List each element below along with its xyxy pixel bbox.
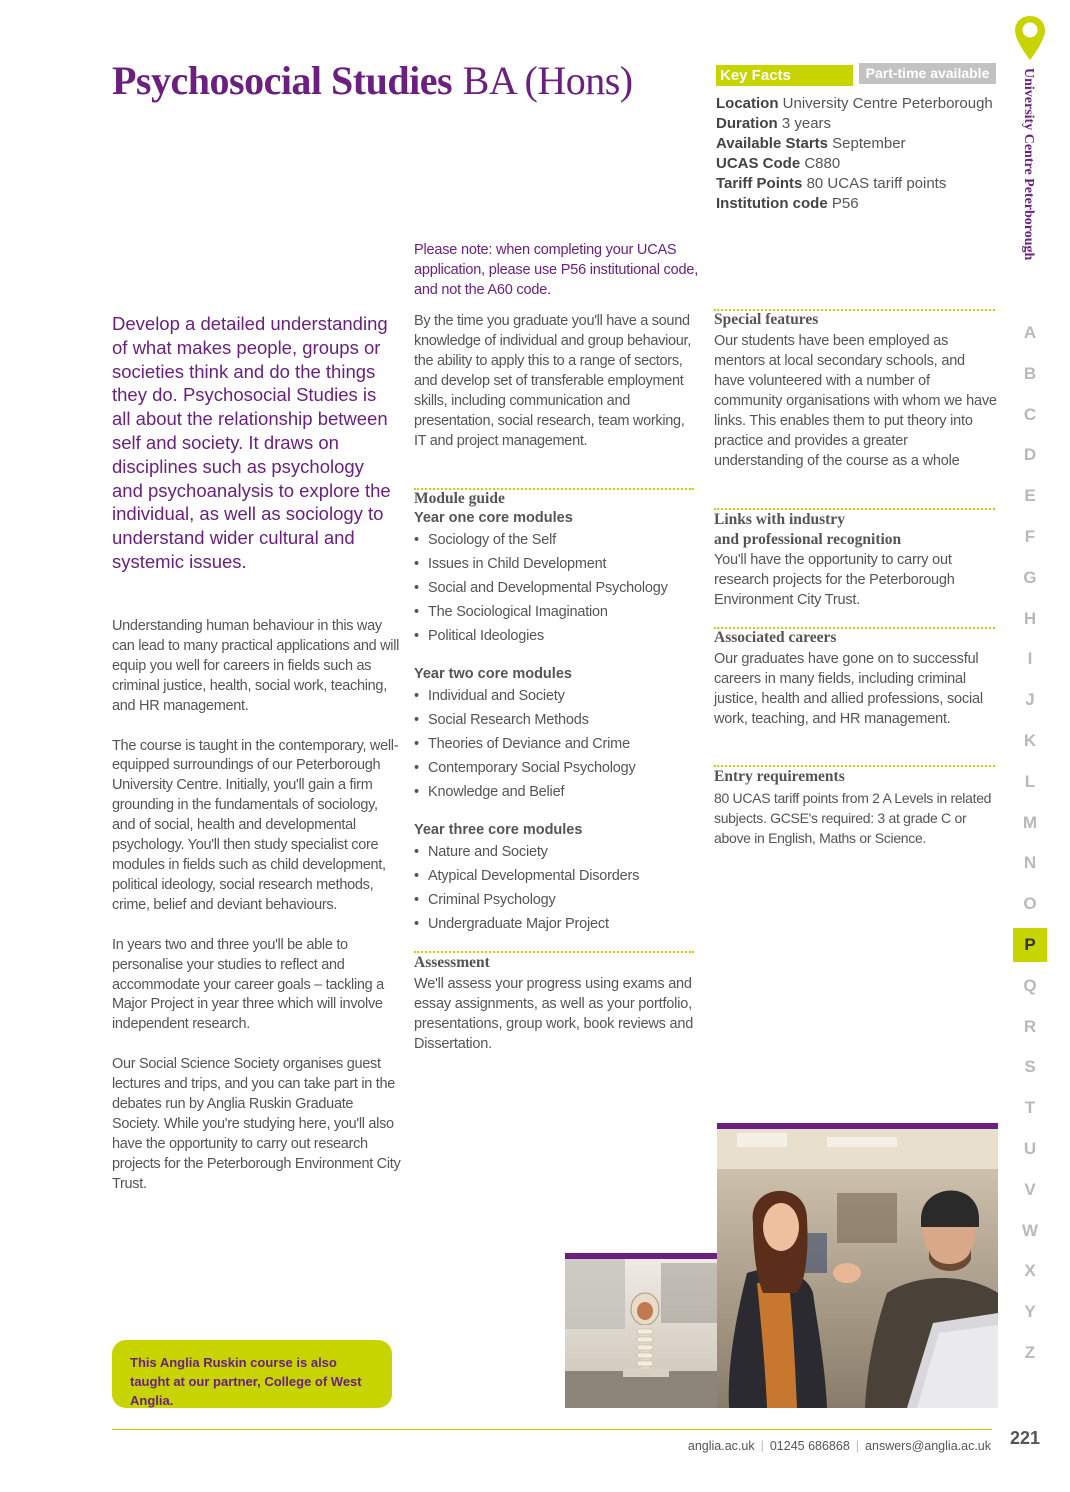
body-paragraph: Our Social Science Society organises guest lectures and trips, and you can take part in the debates run by Anglia Ruskin Graduate Society. While you're studying here, you'll also have the opportunity to carry out research projects for the Peterborough Environment City Trust. xyxy=(112,1056,401,1192)
course-qualifier: BA (Hons) xyxy=(462,58,633,103)
graduate-text: By the time you graduate you'll have a sound knowledge of individual and group behaviour, the ability to apply this to a range of sectors, and develop set of transferable employment skills, including communication and presentation, social research, team working, IT and project management. xyxy=(414,313,692,449)
divider xyxy=(714,765,995,767)
partner-callout: This Anglia Ruskin course is also taught at our partner, College of West Anglia. xyxy=(112,1340,392,1408)
key-fact-starts: Available Starts September xyxy=(716,135,906,152)
key-facts-label: Key Facts xyxy=(716,65,853,86)
alphabet-letter[interactable]: I xyxy=(1027,649,1033,669)
alphabet-letter[interactable]: F xyxy=(1024,526,1036,546)
phone-number: 01245 686868 xyxy=(769,1439,850,1453)
year-two-modules xyxy=(414,684,699,804)
alphabet-letter[interactable]: W xyxy=(1021,1220,1039,1240)
module-item: • Sociology of the Self xyxy=(414,528,699,552)
module-item: • Undergraduate Major Project xyxy=(414,912,699,936)
careers-text: Our graduates have gone on to successful careers in many fields, including criminal justice, health and allied professions, social work, teaching, and HR management. xyxy=(714,651,983,727)
year-one-heading: Year one core modules xyxy=(414,510,573,526)
key-fact-tariff: Tariff Points 80 UCAS tariff points xyxy=(716,175,947,192)
module-item: • Issues in Child Development xyxy=(414,552,699,576)
links-industry-text: You'll have the opportunity to carry out research projects for the Peterborough Environment City Trust. xyxy=(714,552,955,608)
footer-contact xyxy=(560,1439,991,1453)
ucas-note: Please note: when completing your UCAS application, please use P56 institutional code, and not the A60 code. xyxy=(414,242,699,298)
location-pin-icon xyxy=(1013,14,1047,62)
special-features-heading: Special features xyxy=(714,311,819,328)
campus-side-label: University Centre Peterborough xyxy=(1021,68,1036,261)
alphabet-letter[interactable]: D xyxy=(1023,445,1037,465)
module-guide-heading: Module guide xyxy=(414,490,505,507)
key-fact-duration: Duration 3 years xyxy=(716,115,832,132)
divider xyxy=(414,951,694,953)
part-time-badge: Part-time available xyxy=(859,63,996,84)
entry-heading: Entry requirements xyxy=(714,768,845,785)
alphabet-letter[interactable]: P xyxy=(1013,928,1047,962)
page-number: 221 xyxy=(1010,1428,1041,1448)
alphabet-letter[interactable]: N xyxy=(1023,853,1037,873)
module-item: • Social and Developmental Psychology xyxy=(414,576,699,600)
module-item: • Individual and Society xyxy=(414,684,699,708)
module-item: • Social Research Methods xyxy=(414,708,699,732)
module-item: • Knowledge and Belief xyxy=(414,780,699,804)
alphabet-letter[interactable]: J xyxy=(1025,690,1035,710)
alphabet-letter[interactable]: C xyxy=(1023,404,1037,424)
email-link[interactable]: answers@anglia.ac.uk xyxy=(865,1439,991,1453)
separator: | xyxy=(760,1439,764,1453)
body-column xyxy=(112,617,402,1215)
key-fact-institution: Institution code P56 xyxy=(716,195,859,212)
intro-text: Develop a detailed understanding of what makes people, groups or societies think and do the things they do. Psychosocial Studies is all about the relationship between self and society. It draws on disciplines such as psychology and psychoanalysis to explore the individual, as well as sociology to understand wider cultural and systemic issues. xyxy=(112,313,391,572)
alphabet-letter[interactable]: Q xyxy=(1023,975,1037,995)
alphabet-letter[interactable]: E xyxy=(1024,486,1036,506)
module-item: • Theories of Deviance and Crime xyxy=(414,732,699,756)
alphabet-letter[interactable]: G xyxy=(1023,567,1037,587)
year-one-modules xyxy=(414,528,699,648)
alphabet-letter[interactable]: U xyxy=(1023,1138,1037,1158)
alphabet-letter[interactable]: O xyxy=(1023,894,1037,914)
module-item: • Atypical Developmental Disorders xyxy=(414,864,699,888)
year-two-heading: Year two core modules xyxy=(414,666,572,682)
alphabet-letter[interactable]: M xyxy=(1022,812,1038,832)
module-item: • Contemporary Social Psychology xyxy=(414,756,699,780)
year-three-modules xyxy=(414,840,699,936)
anatomy-model-photo xyxy=(565,1253,717,1408)
entry-text: 80 UCAS tariff points from 2 A Levels in related subjects. GCSE's required: 3 at grade C or above in English, Maths or Science. xyxy=(714,790,992,846)
special-features-text: Our students have been employed as mentors at local secondary schools, and have volunteered with a number of community organisations with whom we have links. This enables them to put theory into practice and provides a greater understanding of the course as a whole xyxy=(714,333,997,469)
assessment-text: We'll assess your progress using exams and essay assignments, as well as your portfolio, presentations, group work, book reviews and Dissertation. xyxy=(414,976,694,1052)
students-discussion-photo xyxy=(717,1123,998,1408)
key-facts-list xyxy=(716,94,1001,214)
links-industry-heading: Links with industry and professional recognition xyxy=(714,511,902,548)
separator: | xyxy=(855,1439,860,1453)
module-item: • The Sociological Imagination xyxy=(414,600,699,624)
body-paragraph: The course is taught in the contemporary, well-equipped surroundings of our Peterborough University Centre. Initially, you'll gain a firm grounding in the fundamentals of sociology, and of social, health and developmental psychology. You'll then study specialist core modules in fields such as child development, political ideology, social research methods, crime, belief and deviant behaviours. xyxy=(112,737,399,913)
course-name: Psychosocial Studies xyxy=(112,58,453,103)
alphabet-letter[interactable]: X xyxy=(1024,1261,1036,1281)
alphabet-letter[interactable]: R xyxy=(1023,1016,1037,1036)
alphabet-letter[interactable]: T xyxy=(1024,1098,1036,1118)
page-title xyxy=(112,56,633,106)
alphabet-letter[interactable]: K xyxy=(1023,730,1037,750)
alphabet-letter[interactable]: S xyxy=(1024,1057,1036,1077)
alphabet-letter[interactable]: A xyxy=(1023,323,1037,342)
body-paragraph: In years two and three you'll be able to personalise your studies to reflect and accommodate your career goals – tackling a Major Project in year three which will involve independent research. xyxy=(112,936,384,1033)
body-paragraph: Understanding human behaviour in this way can lead to many practical applications and will equip you well for careers in fields such as criminal justice, health, social work, teaching, and HR management. xyxy=(112,618,400,714)
alphabet-letter[interactable]: L xyxy=(1024,771,1036,791)
footer-rule xyxy=(112,1429,992,1430)
alphabet-letter[interactable]: Y xyxy=(1024,1302,1036,1322)
module-item: • Nature and Society xyxy=(414,840,699,864)
alphabet-index xyxy=(1013,313,1047,1374)
module-item: • Political Ideologies xyxy=(414,624,699,648)
alphabet-letter[interactable]: Z xyxy=(1024,1342,1036,1362)
key-fact-ucas: UCAS Code C880 xyxy=(716,155,841,172)
key-fact-location: Location University Centre Peterborough xyxy=(716,95,993,112)
website-link[interactable]: anglia.ac.uk xyxy=(687,1439,755,1453)
alphabet-letter[interactable]: H xyxy=(1023,608,1037,628)
alphabet-letter[interactable]: V xyxy=(1024,1179,1036,1199)
alphabet-letter[interactable]: B xyxy=(1023,363,1037,383)
careers-heading: Associated careers xyxy=(714,629,837,646)
assessment-heading: Assessment xyxy=(414,954,490,971)
year-three-heading: Year three core modules xyxy=(414,822,583,838)
module-item: • Criminal Psychology xyxy=(414,888,699,912)
